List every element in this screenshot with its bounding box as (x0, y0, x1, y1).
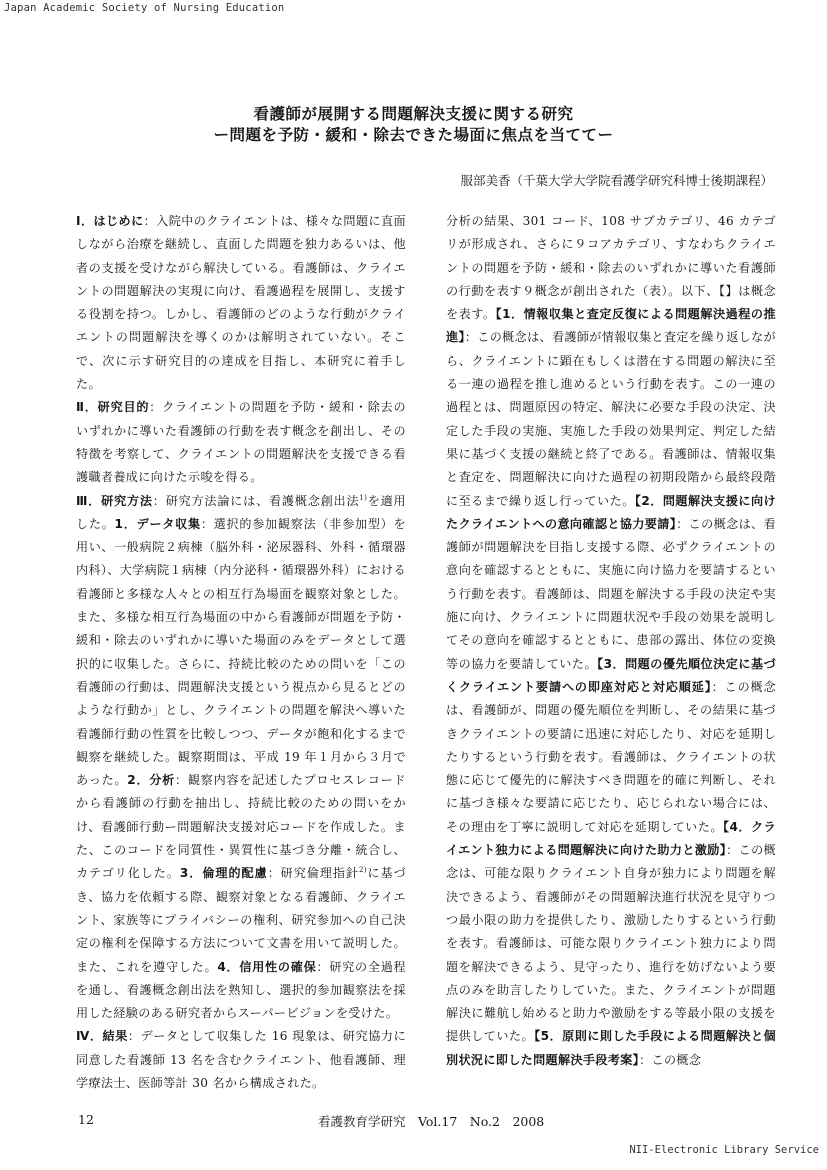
section-heading: 3．倫理的配慮 (179, 866, 268, 881)
section-heading: 4．信用性の確保 (217, 959, 317, 974)
paper-title: 看護師が展開する問題解決支援に関する研究 (253, 105, 574, 123)
section-methods (76, 490, 406, 1026)
body-text: ：この概念 (639, 1052, 702, 1067)
page-number: 12 (78, 1112, 94, 1127)
section-heading: 【3．問題の優先順位決定に基づくクライエント要請への即座対応と対応順延】 (446, 656, 777, 694)
body-text: ：入院中のクライエントは、様々な問題に直面しながら治療を継続し、直面した問題を独力あるいは、他者の支援を受けながら解決している。看護師は、クライエントの問題解決の実現に向け、看護過程を展開し、支援する役割を持つ。しかし、看護師のどのような行動がクライエントの問題解決を導くのかは解明されていない。そこで、次に示す研究目的の達成を目指し、本研究に着手した。 (76, 214, 406, 392)
reference-marker: 1) (359, 493, 368, 502)
body-text: ：この概念は、看護師が、問題の優先順位を判断し、その結果に基づきクライエントの要請に迅速に対応したり、対応を延期したりするという行動を表す。看護師は、クライエントの状態に応じて優先的に解決すべき問題を的確に判断し、それに基づき様々な要請に応じたり、応じられない場合には、その理由を丁寧に説明して対応を延期していた。 (446, 679, 776, 834)
author-affiliation: 服部美香（千葉大学大学院看護学研究科博士後期課程） (460, 173, 773, 188)
section-heading: 【2．問題解決支援に向けたクライエントへの意向確認と協力要請】 (446, 493, 776, 531)
body-text: ：選択的参加観察法（非参加型）を用い、一般病院２病棟（脳外科・泌尿器科、外科・循環器内科）、大学病院１病棟（内分泌科・循環器外科）における看護師と多様な人々との相互行為場面を観察対象とした。また、多様な相互行為場面の中から看護師が問題を予防・緩和・除去のいずれかに導いた場面のみをデータとして選択的に収集した。さらに、持続比較のための問いを「この看護師の行動は、問題解決支援という視点から見るとどのような行動か」とし、クライエントの問題を解決へ導いた看護師行動の性質を比較しつつ、データが飽和化するまで観察を継続した。観察期間は、平成 19 年１月から３月であった。 (76, 516, 406, 788)
section-introduction (76, 210, 406, 396)
society-header: Japan Academic Society of Nursing Education (4, 2, 285, 14)
section-heading: 【4．クライエント独力による問題解決に向けた助力と激励】 (446, 819, 777, 858)
body-text: ：この概念は、可能な限りクライエント自身が独力により問題を解決できるよう、看護師がその問題解決進行状況を見守りつつ最小限の助力を提供したり、激励したりするという行動を表す。看護師は、可能な限りクライエント独力により問題を解決できるよう、見守ったり、進行を妨げないよう要点のみを助言したりしていた。また、クライエントが問題解決に難航し始めると助力や激励をする等最小限の支援を提供していた。 (446, 843, 776, 1044)
section-heading: 2．分析 (127, 773, 176, 788)
body-text: ：研究の全過程を通し、看護概念創出法を熟知し、選択的参加観察法を採用した経験のある研究者からスーパービジョンを受けた。 (76, 959, 407, 1021)
section-heading: Ⅳ．結果 (76, 1029, 128, 1044)
section-heading: Ⅱ．研究目的 (76, 400, 150, 415)
paper-subtitle: ー問題を予防・緩和・除去できた場面に焦点を当ててー (213, 126, 614, 144)
body-text: 分析の結果、301 コード、108 サブカテゴリ、46 カテゴリが形成され、さらに９コアカテゴリ、すなわちクライエントの問題を予防・緩和・除去のいずれかに導いた看護師の行動を表す９概念が創出された（表）。以下、【】は概念を表す。 (446, 214, 776, 322)
body-text: ：この概念は、看護師が情報収集と査定を繰り返しながら、クライエントに顕在もしくは潜在する問題の解決に至る一連の過程を推し進めるという行動を表す。この一連の過程とは、問題原因の特定、解決に必要な手段の決定、決定した手段の実施、実施した手段の効果判定、判定した結果に基づく支援の継続と終了である。看護師は、情報収集と査定を、問題解決に向けた過程の初期段階から最終段階に至るまで繰り返し行っていた。 (446, 330, 776, 508)
section-heading: 1．データ収集 (114, 516, 201, 531)
right-column (446, 210, 776, 1072)
section-results-continued (446, 210, 776, 1072)
body-text: ：クライエントの問題を予防・緩和・除去のいずれかに導いた看護師の行動を表す概念を創出し、その特徴を考察して、クライエントの問題解決を支援できる看護職者養成に向けた示唆を得る。 (76, 400, 406, 485)
body-text: ：研究方法論には、看護概念創出法 (152, 493, 360, 508)
body-text: を適用した。 (76, 493, 406, 531)
section-heading: Ⅲ．研究方法 (76, 493, 153, 508)
section-purpose (76, 396, 406, 489)
section-heading: Ⅰ．はじめに (76, 214, 144, 228)
left-column (76, 210, 406, 1095)
body-text: ：研究倫理指針 (267, 866, 359, 881)
body-text: ：データとして収集した 16 現象は、研究協力に同意した看護師 13 名を含むクライエント、他看護師、理学療法士、医師等計 30 名から構成された。 (76, 1029, 407, 1090)
body-text: ：この概念は、看護師が問題解決を目指し支援する際、必ずクライエントの意向を確認するとともに、実施に向け協力を要請するという行動を表す。看護師は、問題を解決する手段の決定や実施に向け、クライエントに問題状況や手段の効果を説明してその意向を確認するとともに、患部の露出、体位の変換等の協力を要請していた。 (446, 516, 776, 671)
title-block (0, 104, 827, 146)
section-heading: 【1．情報収集と査定反復による問題解決過程の推進】 (446, 307, 776, 345)
library-service-footer: NII-Electronic Library Service (629, 1144, 819, 1156)
journal-citation: 看護教育学研究 Vol.17 No.2 2008 (318, 1114, 545, 1129)
body-text: ：観察内容を記述したプロセスレコードから看護師の行動を抽出し、持続比較のための問いをかけ、看護師行動ー問題解決支援対応コードを作成した。また、このコードを同質性・異質性に基づき分離・統合し、カテゴリ化した。 (76, 773, 406, 881)
section-heading: 【5．原則に則した手段による問題解決と個別状況に即した問題解決手段考案】 (446, 1029, 777, 1067)
reference-marker: 2) (358, 866, 367, 875)
section-results (76, 1025, 406, 1095)
body-text: に基づき、協力を依頼する際、観察対象となる看護師、クライエント、家族等にプライバシーの権利、研究参加への自己決定の権利を保障する方法について文書を用いて説明した。また、これを遵守した。 (76, 866, 406, 974)
